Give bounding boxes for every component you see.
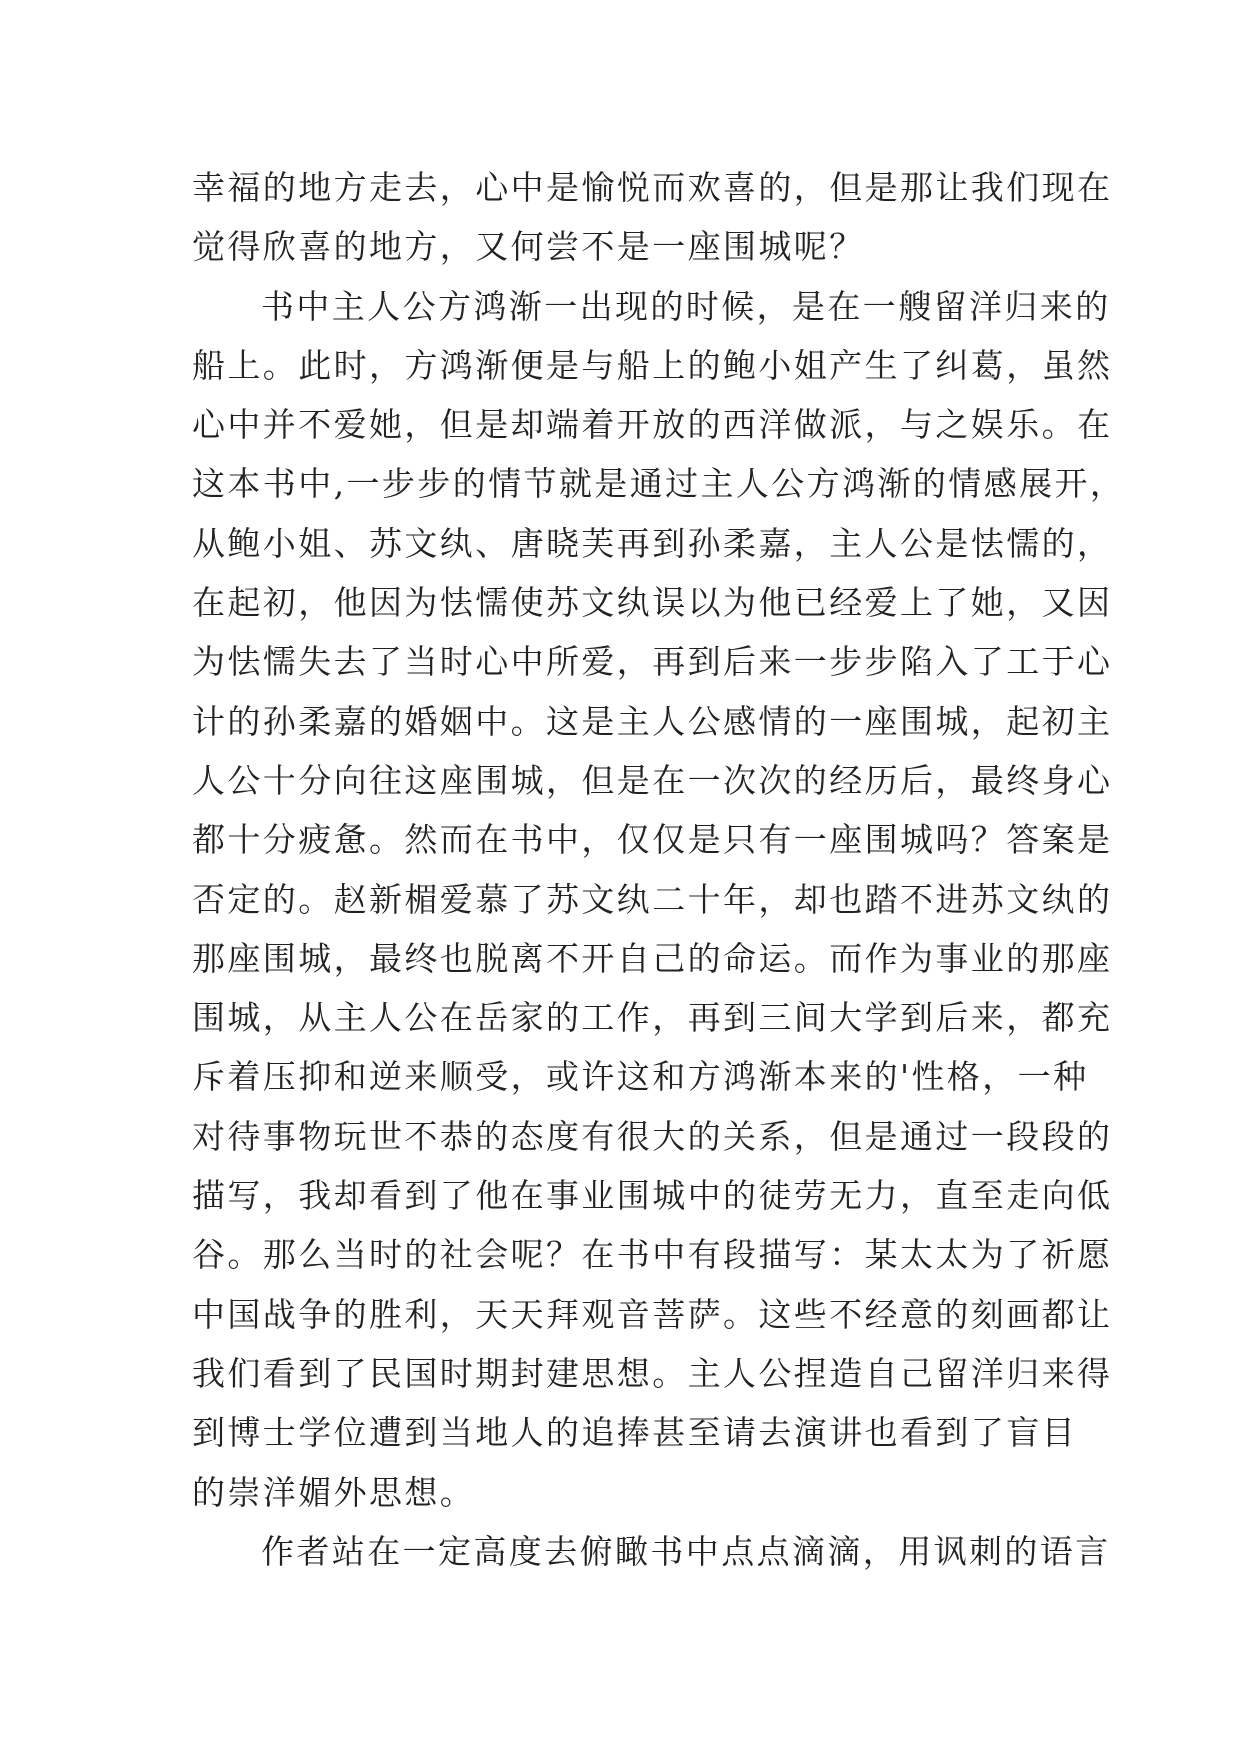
text-line: 在起初，他因为怯懦使苏文纨误以为他已经爱上了她，又因	[192, 583, 1113, 623]
text-line: 谷。那么当时的社会呢？在书中有段描写：某太太为了祈愿	[192, 1235, 1113, 1275]
text-line: 那座围城，最终也脱离不开自己的命运。而作为事业的那座	[192, 938, 1113, 978]
text-line: 为怯懦失去了当时心中所爱，再到后来一步步陷入了工于心	[192, 642, 1113, 682]
text-line: 斥着压抑和逆来顺受，或许这和方鸿渐本来的'性格，一种	[192, 1057, 1089, 1097]
text-line: 船上。此时，方鸿渐便是与船上的鲍小姐产生了纠葛，虽然	[192, 345, 1113, 385]
text-line: 围城，从主人公在岳家的工作，再到三间大学到后来，都充	[192, 998, 1113, 1038]
text-line: 都十分疲惫。然而在书中，仅仅是只有一座围城吗？答案是	[192, 820, 1113, 860]
text-line: 计的孙柔嘉的婚姻中。这是主人公感情的一座围城，起初主	[192, 701, 1113, 741]
text-line: 这本书中,一步步的情节就是通过主人公方鸿渐的情感展开，	[192, 464, 1126, 504]
text-line: 觉得欣喜的地方，又何尝不是一座围城呢？	[192, 227, 865, 267]
text-line: 到博士学位遭到当地人的追捧甚至请去演讲也看到了盲目	[192, 1413, 1077, 1453]
paragraph-first-line: 书中主人公方鸿渐一出现的时候，是在一艘留洋归来的	[261, 286, 1111, 326]
text-line: 从鲍小姐、苏文纨、唐晓芙再到孙柔嘉，主人公是怯懦的，	[192, 523, 1113, 563]
text-line: 对待事物玩世不恭的态度有很大的关系，但是通过一段段的	[192, 1116, 1113, 1156]
text-line: 中国战争的胜利，天天拜观音菩萨。这些不经意的刻画都让	[192, 1294, 1113, 1334]
text-line: 的崇洋媚外思想。	[192, 1472, 476, 1512]
document-body	[192, 158, 1126, 1581]
text-line: 人公十分向往这座围城，但是在一次次的经历后，最终身心	[192, 760, 1113, 800]
paragraph-first-line: 作者站在一定高度去俯瞰书中点点滴滴，用讽刺的语言	[261, 1531, 1111, 1571]
text-line: 心中并不爱她，但是却端着开放的西洋做派，与之娱乐。在	[192, 405, 1113, 445]
text-line: 否定的。赵新楣爱慕了苏文纨二十年，却也踏不进苏文纨的	[192, 879, 1113, 919]
text-line: 我们看到了民国时期封建思想。主人公捏造自己留洋归来得	[192, 1353, 1113, 1393]
text-line: 描写，我却看到了他在事业围城中的徒劳无力，直至走向低	[192, 1176, 1113, 1216]
text-line: 幸福的地方走去，心中是愉悦而欢喜的，但是那让我们现在	[192, 168, 1113, 207]
